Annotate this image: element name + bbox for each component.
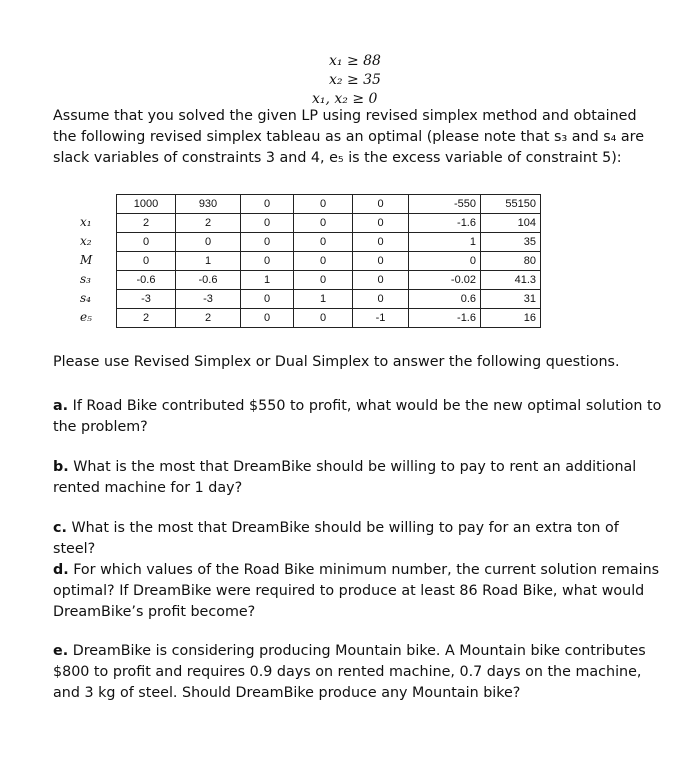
tableau-row bbox=[117, 271, 541, 290]
tableau-cell: 0 bbox=[353, 214, 409, 233]
tableau-cell: 0 bbox=[241, 252, 294, 271]
tableau-cell: -0.02 bbox=[409, 271, 481, 290]
tableau-cell: 1 bbox=[241, 271, 294, 290]
tableau-cell: 2 bbox=[117, 309, 176, 328]
tableau-cell: 1000 bbox=[117, 195, 176, 214]
tableau-cell: 0 bbox=[241, 214, 294, 233]
constraint-x1: x₁ ≥ 88 bbox=[329, 53, 381, 69]
tableau-cell: 0.6 bbox=[409, 290, 481, 309]
tableau-cell: -1.6 bbox=[409, 214, 481, 233]
tableau-cell: 0 bbox=[176, 233, 241, 252]
tableau-cell: -3 bbox=[117, 290, 176, 309]
question-text: DreamBike is considering producing Mountain bike. A Mountain bike contributes $800 to profit and requires 0.9 days on rented machine, 0.7 days on the machine, and 3 kg of steel. Should DreamBike produce any Mountain bike? bbox=[53, 643, 646, 701]
tableau-row bbox=[117, 290, 541, 309]
instructions: Please use Revised Simplex or Dual Simplex to answer the following questions. bbox=[53, 354, 620, 370]
tableau-cell: 1 bbox=[409, 233, 481, 252]
tableau-cell: -550 bbox=[409, 195, 481, 214]
tableau-cell: 930 bbox=[176, 195, 241, 214]
tableau-cell: 2 bbox=[176, 309, 241, 328]
question-label: e. bbox=[53, 643, 69, 659]
simplex-tableau bbox=[116, 194, 541, 328]
question-e bbox=[53, 641, 663, 704]
question-label: b. bbox=[53, 459, 69, 475]
tableau-cell: 0 bbox=[241, 195, 294, 214]
tableau-cell: 0 bbox=[241, 233, 294, 252]
tableau-cell: 31 bbox=[481, 290, 541, 309]
row-label: s₄ bbox=[80, 291, 91, 305]
tableau-cell: 2 bbox=[117, 214, 176, 233]
tableau-cell: 16 bbox=[481, 309, 541, 328]
question-label: d. bbox=[53, 562, 69, 578]
tableau-cell: 0 bbox=[294, 233, 353, 252]
row-label: x₂ bbox=[80, 234, 92, 248]
tableau-cell: 104 bbox=[481, 214, 541, 233]
question-text: What is the most that DreamBike should be willing to pay to rent an additional rented machine for 1 day? bbox=[53, 459, 637, 496]
question-text: For which values of the Road Bike minimum number, the current solution remains optimal? If DreamBike were required to produce at least 86 Road Bike, what would DreamBike’s profit become? bbox=[53, 562, 660, 620]
question-c bbox=[53, 518, 663, 560]
tableau-row bbox=[117, 309, 541, 328]
question-text: What is the most that DreamBike should be willing to pay for an extra ton of steel? bbox=[53, 520, 619, 557]
row-label: x₁ bbox=[80, 215, 92, 229]
tableau-cell: 0 bbox=[353, 233, 409, 252]
constraint-x2: x₂ ≥ 35 bbox=[329, 72, 381, 88]
question-label: c. bbox=[53, 520, 67, 536]
tableau-row-labels bbox=[80, 213, 110, 327]
tableau-cell: 0 bbox=[409, 252, 481, 271]
tableau-cell: 0 bbox=[294, 252, 353, 271]
tableau-cell: 35 bbox=[481, 233, 541, 252]
tableau-row bbox=[117, 233, 541, 252]
tableau-row bbox=[117, 214, 541, 233]
tableau-cell: -1.6 bbox=[409, 309, 481, 328]
tableau-row bbox=[117, 252, 541, 271]
tableau-cell: 0 bbox=[117, 233, 176, 252]
constraint-nonnegativity: x₁, x₂ ≥ 0 bbox=[312, 91, 378, 107]
tableau-cell: -1 bbox=[353, 309, 409, 328]
tableau-cell: 0 bbox=[241, 309, 294, 328]
tableau-cell: 0 bbox=[353, 290, 409, 309]
tableau-cell: 0 bbox=[294, 271, 353, 290]
tableau-cell: 2 bbox=[176, 214, 241, 233]
question-d bbox=[53, 560, 663, 623]
question-b bbox=[53, 457, 663, 499]
tableau-cell: 0 bbox=[353, 195, 409, 214]
tableau-cell: 1 bbox=[294, 290, 353, 309]
row-label: e₅ bbox=[80, 310, 92, 324]
tableau-cell: 0 bbox=[294, 214, 353, 233]
tableau-row bbox=[117, 195, 541, 214]
tableau-cell: 1 bbox=[176, 252, 241, 271]
tableau-cell: 0 bbox=[294, 309, 353, 328]
tableau-cell: -3 bbox=[176, 290, 241, 309]
tableau-cell: -0.6 bbox=[117, 271, 176, 290]
tableau-cell: 0 bbox=[241, 290, 294, 309]
row-label: s₃ bbox=[80, 272, 91, 286]
tableau-cell: 80 bbox=[481, 252, 541, 271]
tableau-cell: 0 bbox=[117, 252, 176, 271]
row-label: M bbox=[80, 253, 93, 267]
tableau-cell: 0 bbox=[353, 252, 409, 271]
tableau-cell: 55150 bbox=[481, 195, 541, 214]
tableau-cell: 0 bbox=[294, 195, 353, 214]
question-text: If Road Bike contributed $550 to profit, what would be the new optimal solution to the problem? bbox=[53, 398, 662, 435]
constraints-block bbox=[300, 52, 420, 109]
question-label: a. bbox=[53, 398, 69, 414]
intro-paragraph: Assume that you solved the given LP using revised simplex method and obtained the following revised simplex tableau as an optimal (please note that s₃ and s₄ are slack variables of constraints 3 and 4, e₅ is the excess variable of constraint 5): bbox=[53, 108, 645, 166]
question-a bbox=[53, 396, 663, 438]
tableau-cell: 41.3 bbox=[481, 271, 541, 290]
tableau-cell: 0 bbox=[353, 271, 409, 290]
tableau-cell: -0.6 bbox=[176, 271, 241, 290]
